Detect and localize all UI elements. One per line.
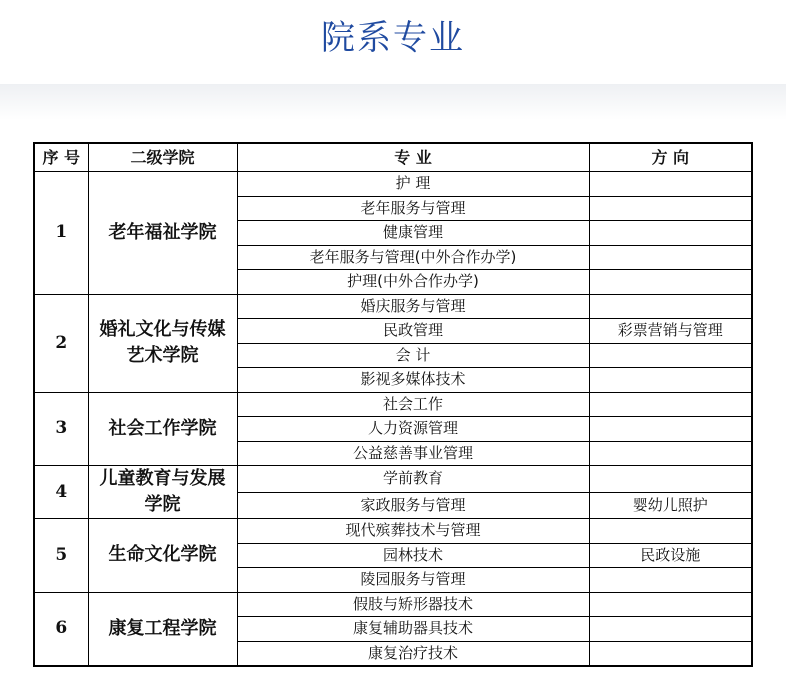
major-direction <box>589 172 752 197</box>
table-row <box>34 294 752 319</box>
title-divider-band <box>0 84 786 120</box>
table-body <box>34 172 752 667</box>
college-name: 社会工作学院 <box>88 392 237 466</box>
table-header-row <box>34 143 752 172</box>
major-name: 现代殡葬技术与管理 <box>237 519 589 544</box>
major-direction <box>589 519 752 544</box>
college-name: 生命文化学院 <box>88 519 237 593</box>
header-direction: 方 向 <box>589 143 752 172</box>
header-number: 序 号 <box>34 143 88 172</box>
header-major: 专 业 <box>237 143 589 172</box>
major-direction <box>589 568 752 593</box>
table-row <box>34 172 752 197</box>
major-direction <box>589 392 752 417</box>
major-direction <box>589 617 752 642</box>
major-name: 婚庆服务与管理 <box>237 294 589 319</box>
major-name: 护 理 <box>237 172 589 197</box>
table-row <box>34 392 752 417</box>
major-direction: 民政设施 <box>589 543 752 568</box>
row-number: 4 <box>34 466 88 519</box>
major-name: 人力资源管理 <box>237 417 589 442</box>
major-direction <box>589 221 752 246</box>
major-direction <box>589 196 752 221</box>
table-row <box>34 519 752 544</box>
major-name: 康复治疗技术 <box>237 641 589 666</box>
major-name: 健康管理 <box>237 221 589 246</box>
major-name: 康复辅助器具技术 <box>237 617 589 642</box>
major-name: 陵园服务与管理 <box>237 568 589 593</box>
page-title: 院系专业 <box>321 18 465 58</box>
row-number: 3 <box>34 392 88 466</box>
college-name: 康复工程学院 <box>88 592 237 666</box>
college-name: 老年福祉学院 <box>88 172 237 295</box>
major-direction <box>589 294 752 319</box>
row-number: 2 <box>34 294 88 392</box>
major-name: 公益慈善事业管理 <box>237 441 589 466</box>
table-row <box>34 466 752 493</box>
major-name: 假肢与矫形器技术 <box>237 592 589 617</box>
row-number: 6 <box>34 592 88 666</box>
major-name: 学前教育 <box>237 466 589 493</box>
major-direction <box>589 417 752 442</box>
major-direction <box>589 368 752 393</box>
major-name: 护理(中外合作办学) <box>237 270 589 295</box>
major-name: 园林技术 <box>237 543 589 568</box>
major-name: 老年服务与管理 <box>237 196 589 221</box>
college-name: 儿童教育与发展学院 <box>88 466 237 519</box>
row-number: 5 <box>34 519 88 593</box>
major-name: 社会工作 <box>237 392 589 417</box>
major-name: 民政管理 <box>237 319 589 344</box>
major-direction <box>589 270 752 295</box>
major-name: 影视多媒体技术 <box>237 368 589 393</box>
major-direction: 婴幼儿照护 <box>589 492 752 519</box>
college-name: 婚礼文化与传媒艺术学院 <box>88 294 237 392</box>
major-direction <box>589 441 752 466</box>
header-college: 二级学院 <box>88 143 237 172</box>
major-direction <box>589 245 752 270</box>
major-direction <box>589 592 752 617</box>
major-direction <box>589 343 752 368</box>
row-number: 1 <box>34 172 88 295</box>
table-row <box>34 592 752 617</box>
major-direction <box>589 641 752 666</box>
major-name: 会 计 <box>237 343 589 368</box>
major-direction <box>589 466 752 493</box>
major-name: 家政服务与管理 <box>237 492 589 519</box>
majors-table <box>33 142 753 667</box>
major-name: 老年服务与管理(中外合作办学) <box>237 245 589 270</box>
major-direction: 彩票营销与管理 <box>589 319 752 344</box>
